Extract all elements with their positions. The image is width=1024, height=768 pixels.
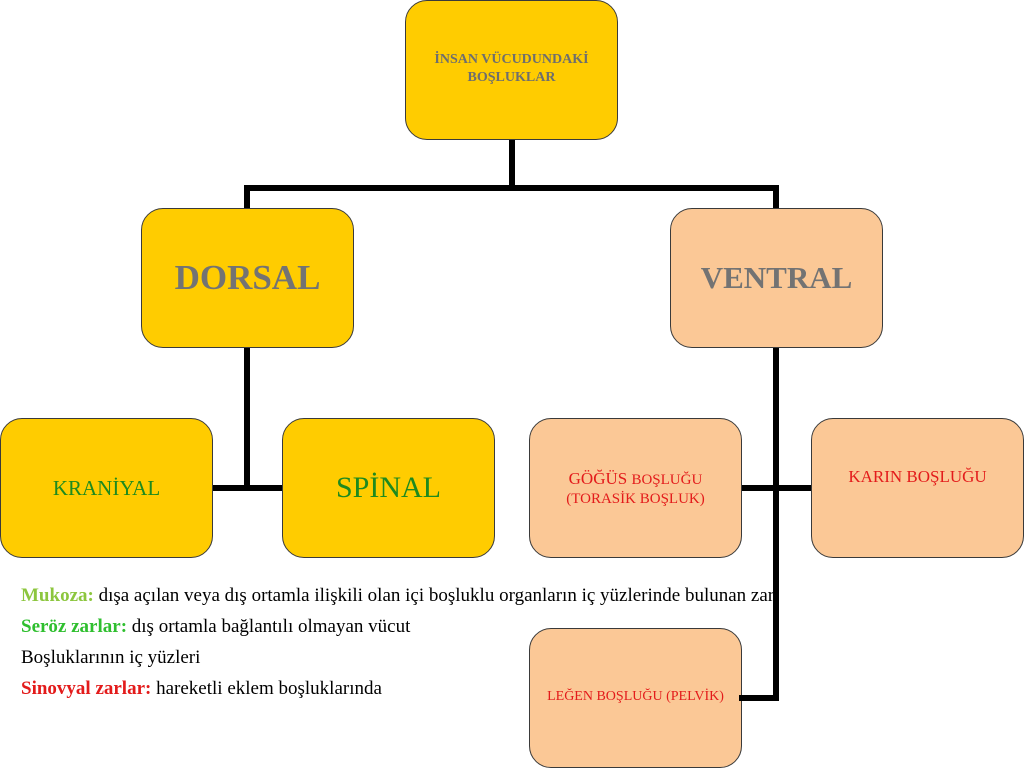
dorsal-node-box — [141, 208, 354, 348]
note-mukoza — [21, 580, 778, 611]
kraniyal-label: KRANİYAL — [52, 475, 161, 500]
root-title-line2: BOŞLUKLAR — [467, 70, 556, 86]
root-node-title — [406, 51, 617, 87]
legen-label: LEĞEN BOŞLUĞU (PELVİK) — [547, 689, 724, 704]
mukoza-term: Mukoza: — [21, 585, 94, 606]
root-title-line1: İNSAN VÜCUDUNDAKİ — [434, 52, 589, 67]
root-node-box — [405, 0, 618, 140]
gogus-label — [566, 468, 704, 509]
karin-node-box — [811, 418, 1024, 558]
spinal-label: SPİNAL — [335, 471, 441, 504]
gogus-label-line1 — [566, 468, 704, 490]
karin-label: KARIN BOŞLUĞU — [848, 467, 987, 486]
dorsal-label: DORSAL — [174, 258, 321, 297]
note-sinovyal — [21, 673, 778, 704]
ventral-node-box — [670, 208, 883, 348]
seroz-text: dış ortamla bağlantılı olmayan vücut — [127, 616, 411, 637]
gogus-label-part1: GÖĞÜS — [568, 468, 632, 488]
seroz-term: Seröz zarlar: — [21, 616, 128, 637]
membrane-notes — [21, 580, 778, 704]
note-seroz-continued: Boşluklarının iç yüzleri — [21, 647, 201, 668]
sinovyal-text: hareketli eklem boşluklarında — [151, 678, 382, 699]
sinovyal-term: Sinovyal zarlar: — [21, 678, 152, 699]
spinal-node-box — [282, 418, 495, 558]
gogus-label-part2: BOŞLUĞU — [631, 471, 703, 488]
note-seroz — [21, 611, 778, 642]
gogus-label-line2: (TORASİK BOŞLUK) — [566, 490, 705, 507]
mukoza-text: dışa açılan veya dış ortamla ilişkili olan içi boşluklu organların iç yüzlerinde bulunan zar. — [93, 585, 778, 606]
gogus-node-box — [529, 418, 742, 558]
kraniyal-node-box — [0, 418, 213, 558]
ventral-label: VENTRAL — [700, 260, 853, 295]
